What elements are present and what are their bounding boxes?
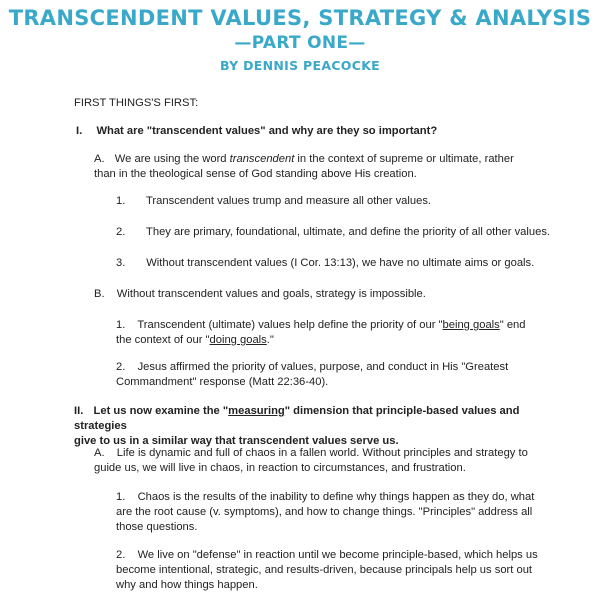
- item-text-line2-pre: the context of our ": [116, 334, 210, 346]
- item-text: Without transcendent values (I Cor. 13:13), we have no ultimate aims or goals.: [146, 257, 535, 269]
- item-number: 1.: [116, 491, 126, 503]
- item-text: Transcendent values trump and measure all other values.: [146, 195, 432, 207]
- item-text-line1: We live on "defense" in reaction until we become principle-based, which helps us: [137, 549, 538, 561]
- section-1-a-item-3: [116, 256, 534, 271]
- item-number: 1.: [116, 195, 126, 207]
- item-number: 2.: [116, 226, 126, 238]
- item-text-line2-post: .": [266, 334, 274, 346]
- section-1-a-text-post: in the context of supreme or ultimate, rather: [294, 153, 514, 165]
- document-title: TRANSCENDENT VALUES, STRATEGY & ANALYSIS: [8, 6, 592, 30]
- item-text-line3: why and how things happen.: [116, 579, 258, 591]
- section-2-a-line1: Life is dynamic and full of chaos in a fallen world. Without principles and strategy to: [116, 447, 528, 459]
- section-2-line2: give to us in a similar way that transcendent values serve us.: [74, 435, 399, 447]
- section-1-b-item-1: [116, 318, 566, 348]
- section-1-a-text-pre: We are using the word: [114, 153, 230, 165]
- measuring-text: measuring: [228, 405, 285, 417]
- item-number: 3.: [116, 257, 126, 269]
- section-2-a-line2: guide us, we will live in chaos, in reaction to circumstances, and frustration.: [94, 462, 466, 474]
- section-2-heading: [74, 404, 574, 449]
- section-1-a-item-2: [116, 225, 550, 240]
- section-1-b-text: Without transcendent values and goals, strategy is impossible.: [116, 288, 426, 300]
- section-1-a-item-1: [116, 194, 431, 209]
- section-1-a-text-em: transcendent: [229, 153, 295, 165]
- section-1-b-number: B.: [94, 288, 105, 300]
- section-2-post: " dimension that principle-based values and strategies: [74, 405, 520, 432]
- section-2-a-item-2: [116, 548, 576, 593]
- item-text-line2: are the root cause (v. symptoms), and how to change things. "Principles" address all: [116, 506, 533, 518]
- section-1-b: [94, 287, 426, 302]
- section-1-a-number: A.: [94, 153, 105, 165]
- item-text-line1: Jesus affirmed the priority of values, purpose, and conduct in His "Greatest: [137, 361, 509, 373]
- item-number: 2.: [116, 361, 126, 373]
- being-goals-link-text: being goals: [442, 319, 500, 331]
- section-2-pre: Let us now examine the ": [93, 405, 229, 417]
- intro-heading: FIRST THINGS'S FIRST:: [74, 97, 199, 109]
- item-text: They are primary, foundational, ultimate, and define the priority of all other values.: [146, 226, 551, 238]
- section-2-a-item-1: [116, 490, 576, 535]
- item-number: 1.: [116, 319, 126, 331]
- item-number: 2.: [116, 549, 126, 561]
- doing-goals-link-text: doing goals: [209, 334, 267, 346]
- document-subtitle: —PART ONE—: [234, 33, 366, 53]
- item-text-line2: Commandment" response (Matt 22:36-40).: [116, 376, 329, 388]
- section-1-number: I.: [76, 125, 83, 137]
- item-text-mid: " end: [499, 319, 526, 331]
- item-text-line1: Chaos is the results of the inability to define why things happen as they do, what: [137, 491, 535, 503]
- section-1-heading: [76, 124, 437, 139]
- item-text-pre: Transcendent (ultimate) values help define the priority of our ": [137, 319, 443, 331]
- item-text-line3: those questions.: [116, 521, 198, 533]
- section-1-b-item-2: [116, 360, 566, 390]
- section-1-heading-text: What are "transcendent values" and why are they so important?: [96, 125, 438, 137]
- item-text-line2: become intentional, strategic, and results-driven, because principals help us sort out: [116, 564, 533, 576]
- section-1-a-text-line2: than in the theological sense of God standing above His creation.: [94, 168, 417, 180]
- section-2-number: II.: [74, 405, 84, 417]
- section-1-a: [94, 152, 544, 182]
- section-2-a-number: A.: [94, 447, 105, 459]
- section-2-a: [94, 446, 564, 476]
- document-author: BY DENNIS PEACOCKE: [219, 58, 381, 73]
